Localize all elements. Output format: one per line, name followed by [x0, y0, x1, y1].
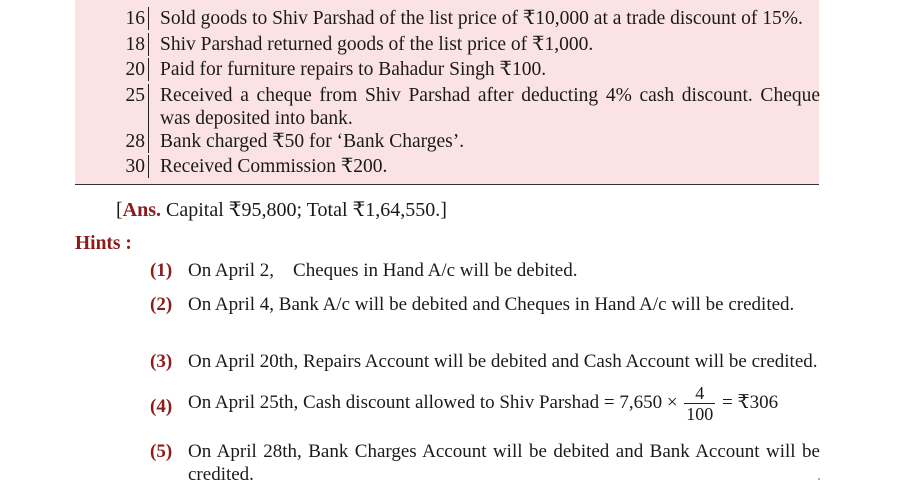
transaction-row	[75, 7, 819, 30]
hint-number: (3)	[150, 351, 173, 372]
hint-text: On April 28th, Bank Charges Account will be debited and Bank Account will be credited.	[188, 441, 820, 485]
answer-text: Capital ₹95,800; Total ₹1,64,550.]	[161, 199, 447, 221]
answer-line	[116, 197, 447, 223]
hint-text	[188, 383, 820, 424]
hint-number: (4)	[150, 396, 173, 417]
hint-number: (2)	[150, 294, 173, 315]
hint-number: (1)	[150, 260, 173, 281]
transaction-text: Sold goods to Shiv Parshad of the list price of ₹10,000 at a trade discount of 15%.	[160, 8, 803, 29]
transaction-text: Paid for furniture repairs to Bahadur Singh ₹100.	[160, 59, 547, 80]
answer-bracket: [	[116, 199, 123, 221]
scan-speck	[818, 478, 820, 480]
transaction-day: 28	[117, 130, 149, 153]
hint-text: On April 20th, Repairs Account will be debited and Cash Account will be credited.	[188, 351, 818, 372]
transaction-day: 30	[117, 155, 149, 178]
hints-title: Hints :	[75, 233, 132, 254]
transaction-row	[75, 58, 819, 81]
fraction	[684, 383, 715, 424]
hint-item	[150, 293, 820, 339]
transaction-text: Bank charged ₹50 for ‘Bank Charges’.	[160, 131, 465, 152]
transaction-text: Received a cheque from Shiv Parshad after deducting 4% cash discount. Cheque was deposited into bank.	[160, 85, 820, 129]
hint-formula-result: = ₹306	[722, 391, 779, 413]
hint-text: On April 2, Cheques in Hand A/c will be debited.	[188, 260, 578, 281]
hint-text: On April 4, Bank A/c will be debited and Cheques in Hand A/c will be credited.	[188, 294, 795, 315]
transaction-text: Received Commission ₹200.	[160, 156, 388, 177]
hint-formula-text: On April 25th, Cash discount allowed to Shiv Parshad = 7,650 ×	[188, 391, 678, 413]
transaction-day: 16	[117, 7, 149, 30]
transaction-row	[75, 130, 819, 153]
transaction-day: 18	[117, 33, 149, 56]
transaction-row	[75, 33, 819, 56]
transaction-day: 20	[117, 58, 149, 81]
answer-label: Ans.	[122, 199, 162, 221]
fraction-denominator: 100	[686, 404, 714, 424]
transaction-day: 25	[117, 84, 149, 130]
transaction-row	[75, 155, 819, 178]
hint-item	[150, 383, 820, 429]
transactions-table	[75, 0, 819, 185]
transaction-text: Shiv Parshad returned goods of the list price of ₹1,000.	[160, 34, 594, 55]
transaction-row	[75, 84, 819, 130]
hint-item	[150, 440, 820, 486]
hint-number: (5)	[150, 441, 173, 462]
fraction-numerator: 4	[684, 383, 715, 404]
